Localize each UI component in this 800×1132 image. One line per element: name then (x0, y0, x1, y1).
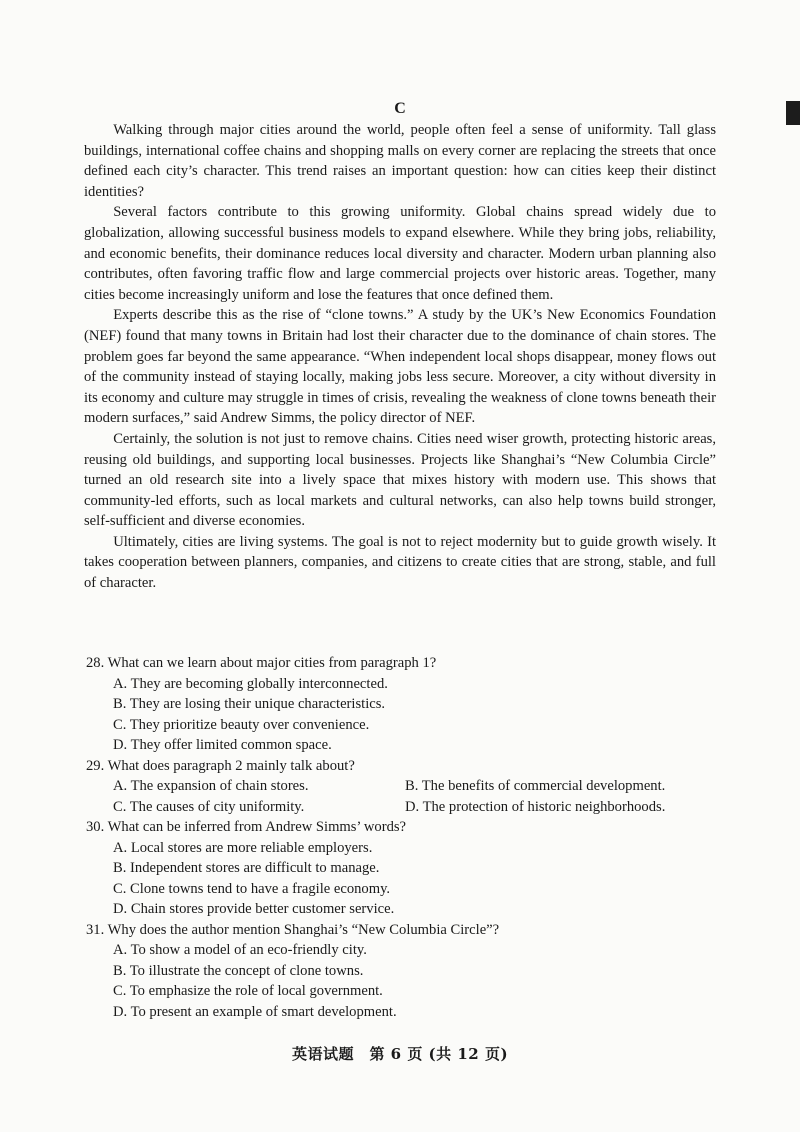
question-31 (86, 920, 716, 1023)
option-a: A. To show a model of an eco-friendly city. (113, 942, 367, 958)
option-a: A. Local stores are more reliable employers. (113, 839, 373, 856)
paragraph-5: Ultimately, cities are living systems. The goal is not to reject modernity but to guide growth wisely. It takes cooperation between planners, companies, and citizens to create cities that are strong, stable, and full of character. (84, 533, 716, 592)
question-30 (86, 817, 716, 920)
question-list (86, 653, 716, 1022)
question-28 (86, 653, 716, 756)
page-footer: 英语试题 第 6 页 (共 12 页) (291, 1045, 509, 1063)
section-heading: C (394, 100, 406, 117)
paragraph-3: Experts describe this as the rise of “clone towns.” A study by the UK’s New Economics Foundation (NEF) found that many towns in Britain had lost their character due to the dominance of chain stores. The problem goes far beyond the same appearance. “When independent local shops disappear, money flows out of the community instead of staying locally, making jobs less secure. Moreover, a city without diversity in its economy and culture may struggle in times of crisis, revealing the weakness of clone towns beneath their modern surfaces,” said Andrew Simms, the policy director of NEF. (84, 307, 716, 427)
option-c: C. Clone towns tend to have a fragile economy. (113, 880, 391, 897)
question-stem: 30. What can be inferred from Andrew Simms’ words? (86, 819, 407, 835)
option-d: D. They offer limited common space. (113, 737, 332, 753)
option-b: B. They are losing their unique characteristics. (113, 696, 386, 712)
paragraph-4: Certainly, the solution is not just to remove chains. Cities need wiser growth, protecting historic areas, reusing old buildings, and supporting local businesses. Projects like Shanghai’s “New Columbia Circle” turned an old research site into a lively space that mixes history with modern use. This shows that community-led efforts, such as local markets and cultural networks, can also help towns build stronger, self-sufficient and diverse economies. (84, 430, 716, 530)
question-stem: 31. Why does the author mention Shanghai’s “New Columbia Circle”? (86, 921, 500, 938)
option-c: C. To emphasize the role of local government. (113, 983, 383, 999)
option-a: A. They are becoming globally interconnected. (113, 675, 388, 692)
option-b: B. The benefits of commercial development. (405, 778, 666, 794)
option-d: D. Chain stores provide better customer service. (113, 901, 395, 917)
option-a: A. The expansion of chain stores. (113, 778, 309, 794)
question-29 (86, 756, 716, 818)
option-c: C. The causes of city uniformity. (113, 798, 305, 815)
option-b: B. To illustrate the concept of clone towns. (113, 962, 364, 979)
paragraph-1: Walking through major cities around the world, people often feel a sense of uniformity. Tall glass buildings, international coffee chains and shopping malls on every corner are replacing the streets that once defined each city’s character. This trend raises an important question: how can cities keep their distinct identities? (84, 122, 716, 200)
question-stem: 29. What does paragraph 2 mainly talk about? (86, 757, 355, 774)
option-b: B. Independent stores are difficult to manage. (113, 860, 380, 876)
option-row (86, 797, 716, 818)
option-d: D. The protection of historic neighborhoods. (405, 798, 666, 815)
reading-passage (84, 120, 716, 594)
option-d: D. To present an example of smart development. (113, 1003, 397, 1020)
paragraph-2: Several factors contribute to this growing uniformity. Global chains spread widely due to globalization, allowing successful business models to expand elsewhere. While they bring jobs, reliability, and economic benefits, their dominance reduces local diversity and character. Modern urban planning also contributes, often favoring traffic flow and large commercial projects over historic areas. Together, many cities become increasingly uniform and lose the features that once defined them. (84, 204, 716, 303)
option-c: C. They prioritize beauty over convenience. (113, 716, 370, 733)
option-row (86, 776, 716, 797)
question-stem: 28. What can we learn about major cities from paragraph 1? (86, 655, 437, 671)
